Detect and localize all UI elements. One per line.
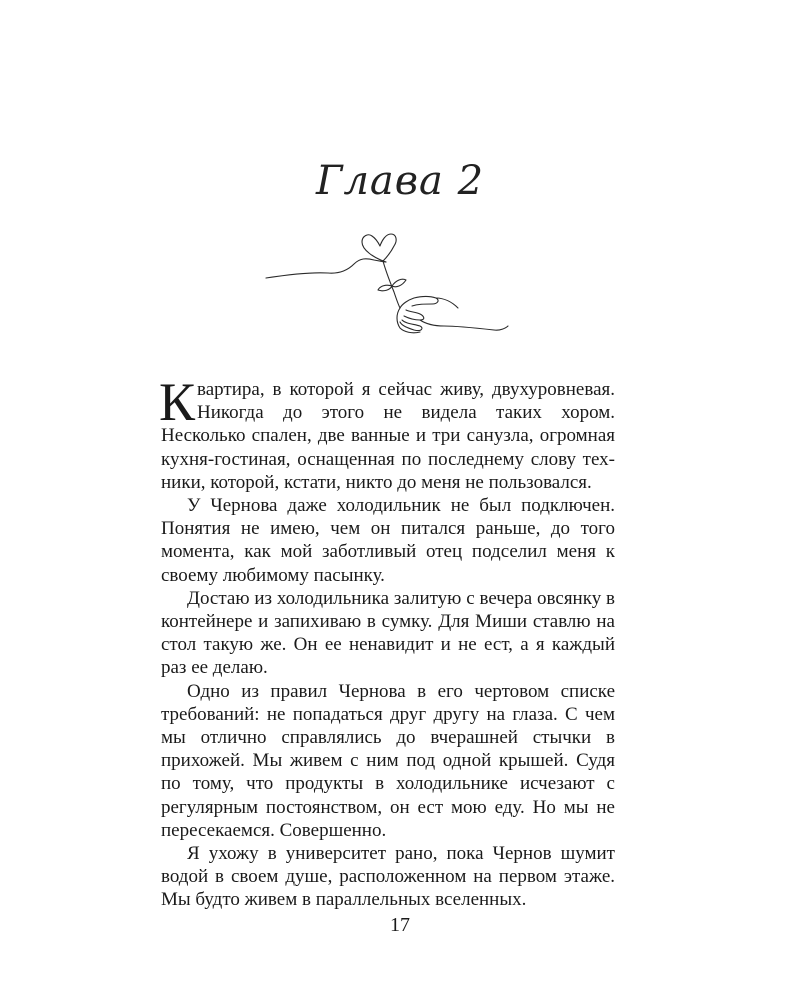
page-number: 17 [390,914,410,936]
paragraph: Достаю из холодильника залитую с вечера овсянку в контейнере и запихиваю в сумку. Для Миши ставлю на стол такую же. Он ее ненавидит и не ест, а я каждый раз ее делаю. [161,587,615,679]
paragraph: Я ухожу в университет рано, пока Чернов шумит водой в своем душе, расположенном на первом этаже. Мы будто живем в параллельных вселенных. [161,843,615,911]
chapter-title: Глава 2 [315,158,485,204]
chapter-body [159,372,615,912]
paragraph-text: вартира, в которой я сейчас живу, двухуровневая. Никогда до этого не видела таких хором. Несколько спален, две ванные и три санузла, огромная кухня-гостиная, оснащенная по последнему слову техники, которой, кстати, никто до меня не пользовался. [161,379,615,493]
paragraph: У Чернова даже холодильник не был подключен. Понятия не имею, чем он питался раньше, до того момента, как мой заботливый отец подселил меня к своему любимому пасынку. [161,495,615,586]
paragraph [159,372,615,494]
heart-flower-hand-icon [262,228,514,340]
paragraph: Одно из правил Чернова в его чертовом списке требований: не попадаться друг другу на глаза. С чем мы отлично справлялись до вчерашней стычки в прихожей. Мы живем с ним под одной крышей. Судя по тому, что продукты в холодильнике исчезают с регулярным постоянством, он ест мою еду. Но мы не пересекаемся. Совершенно. [161,680,615,841]
drop-cap: К [159,372,196,432]
